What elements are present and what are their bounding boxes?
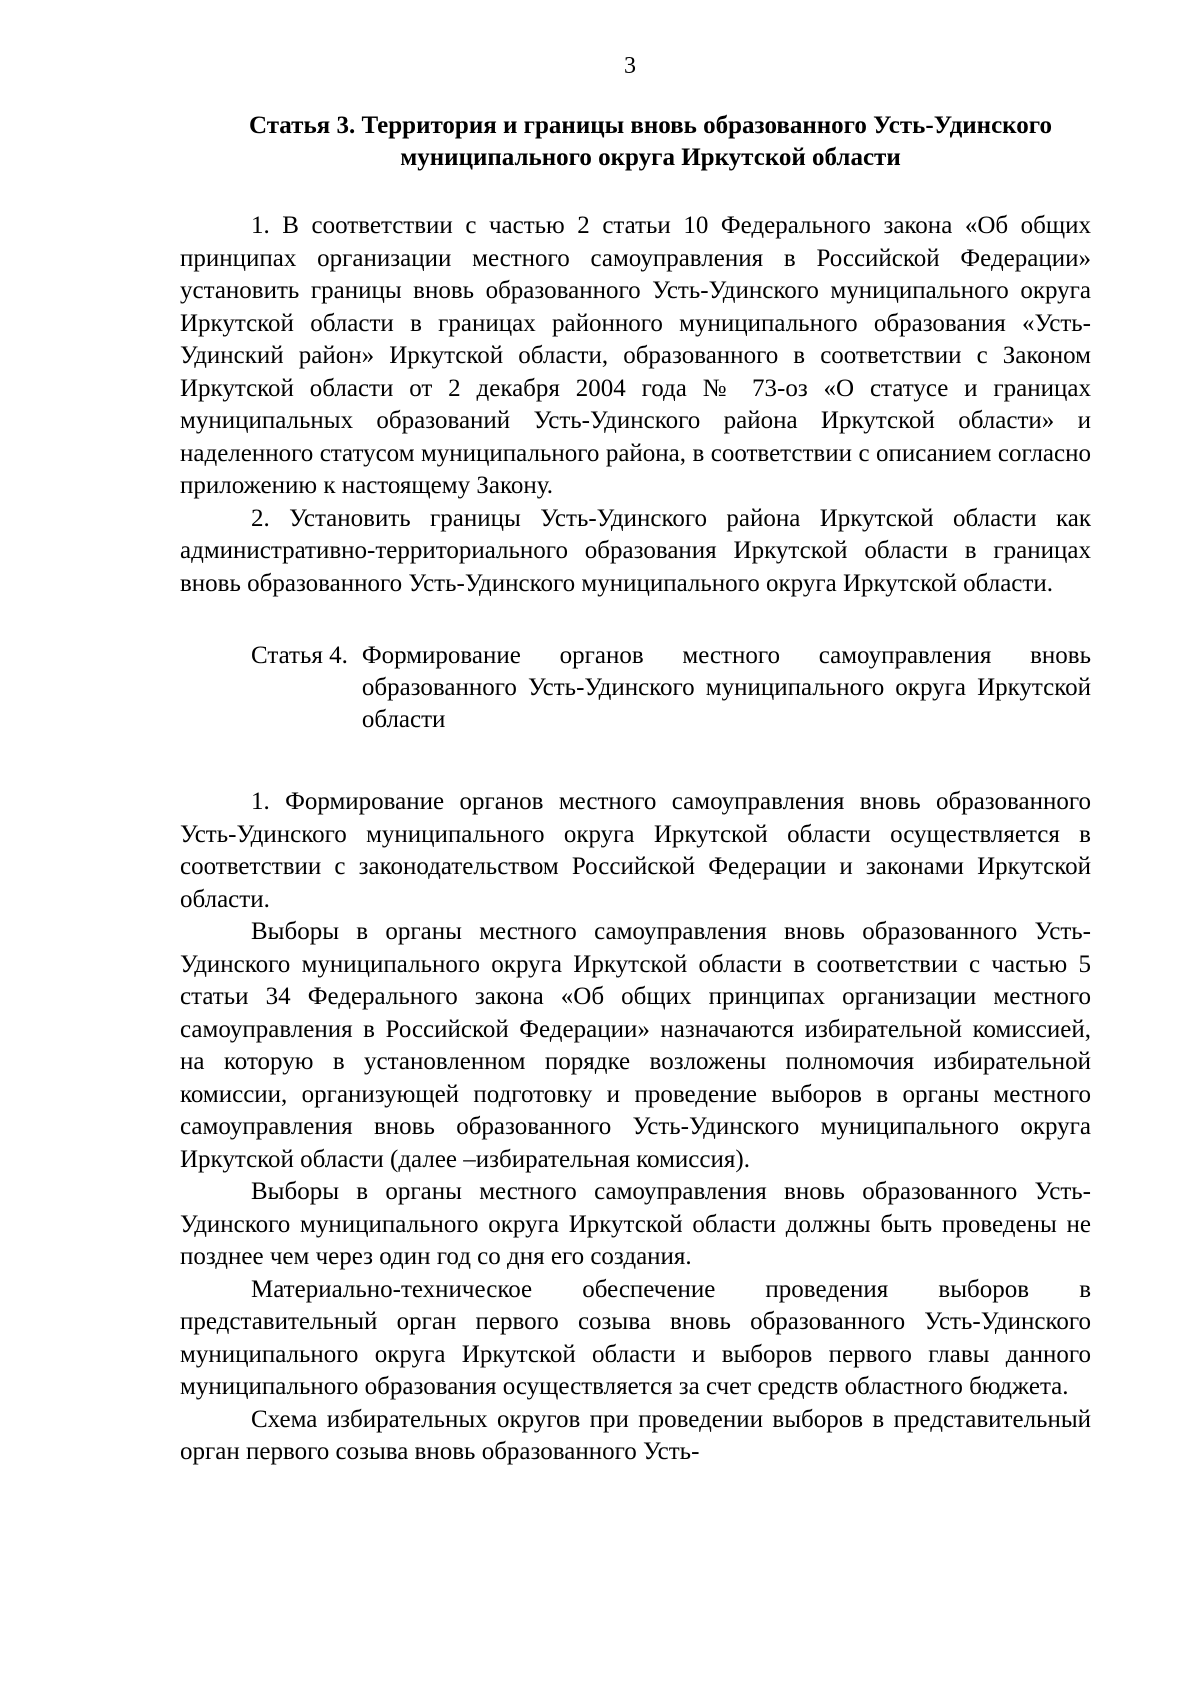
article-4-paragraph-2: Выборы в органы местного самоуправления вновь образованного Усть-Удинского муниципального округа Иркутской области в соответствии с частью 5 статьи 34 Федерального закона «Об общих принципах организации местного самоуправления в Российской Федерации» назначаются избирательной комиссией, на которую в установленном порядке возложены полномочия избирательной комиссии, организующей подготовку и проведение выборов в органы местного самоуправления вновь образованного Усть-Удинского муниципального округа Иркутской области (далее –избирательная комиссия). [180, 918, 1091, 1173]
article-3-paragraph-1: 1. В соответствии с частью 2 статьи 10 Федерального закона «Об общих принципах организации местного самоуправления в Российской Федерации» установить границы вновь образованного Усть-Удинского муниципального округа Иркутской области в границах районного муниципального образования «Усть-Удинский район» Иркутской области, образованного в соответствии с Законом Иркутской области от 2 декабря 2004 года № 73-оз «О статусе и границах муниципальных образований Усть-Удинского района Иркутской области» и наделенного статусом муниципального района, в соответствии с описанием согласно приложению к настоящему Закону. [180, 212, 1091, 499]
article-4-title: Формирование органов местного самоуправления вновь образованного Усть-Удинского муниципального округа Иркутской области [361, 642, 1091, 733]
article-3-heading: Статья 3. Территория и границы вновь образованного Усть-Удинского муниципального округа Иркутской области [249, 112, 1052, 171]
article-4-paragraph-4: Материально-техническое обеспечение проведения выборов в представительный орган первого созыва вновь образованного Усть-Удинского муниципального округа Иркутской области и выборов первого главы данного муниципального образования осуществляется за счет средств областного бюджета. [180, 1275, 1091, 1400]
article-4-paragraph-1: 1. Формирование органов местного самоуправления вновь образованного Усть-Удинского муниципального округа Иркутской области осуществляется в соответствии с законодательством Российской Федерации и законами Иркутской области. [180, 788, 1091, 913]
document-body [180, 110, 1091, 1469]
page-number: 3 [624, 53, 636, 79]
article-3-paragraph-2: 2. Установить границы Усть-Удинского района Иркутской области как административно-территориального образования Иркутской области в границах вновь образованного Усть-Удинского муниципального округа Иркутской области. [180, 504, 1091, 597]
article-4-heading [251, 640, 1091, 736]
article-4-paragraph-5: Схема избирательных округов при проведении выборов в представительный орган первого созыва вновь образованного Усть- [180, 1405, 1091, 1465]
article-4-paragraph-3: Выборы в органы местного самоуправления вновь образованного Усть-Удинского муниципального округа Иркутской области должны быть проведены не позднее чем через один год со дня его создания. [180, 1178, 1091, 1270]
article-4-label: Статья 4. [251, 642, 348, 669]
